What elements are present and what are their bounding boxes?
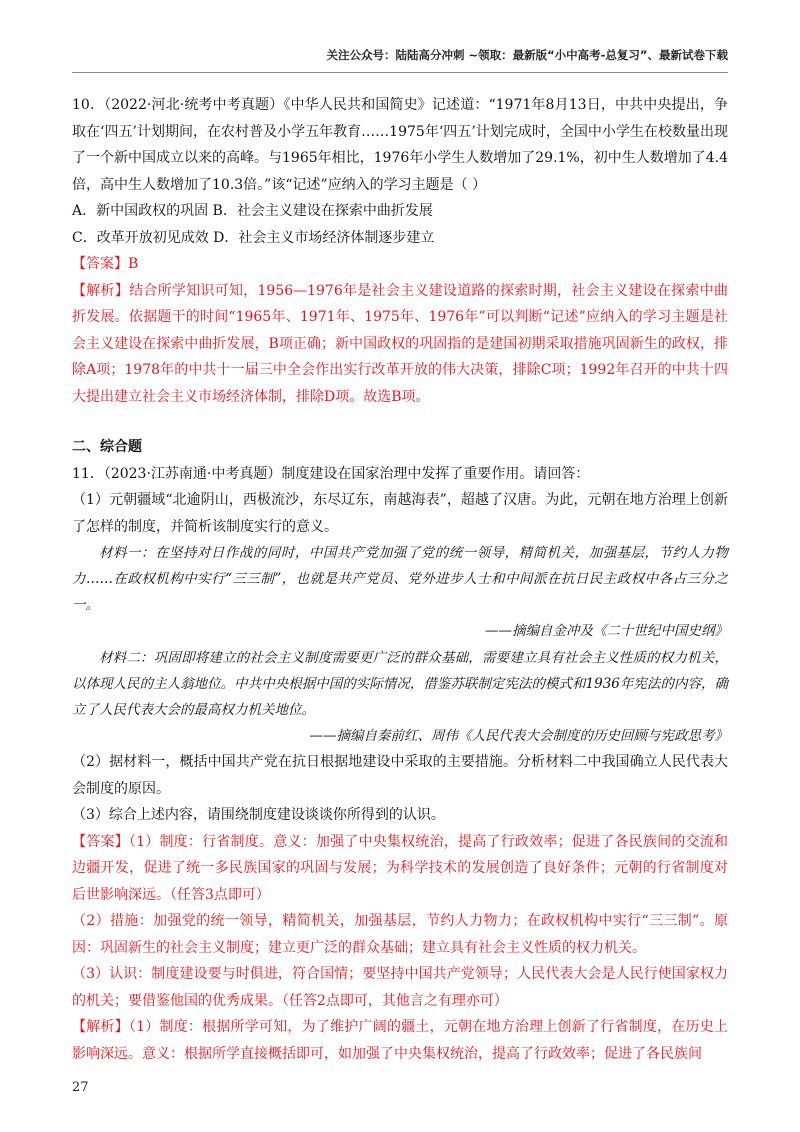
page-header: 关注公众号：陆陆高分冲刺 ~领取：最新版“小中高考-总复习”、最新试卷下载 xyxy=(326,48,728,62)
material-1: 材料一：在坚持对日作战的同时，中国共产党加强了党的统一领导，精简机关，加强基层，节约人力物力……在政权机构中实行“三三制”，也就是共产党员、党外进步人士和中间派在抗日民主政权中各占三分之一。 xyxy=(72,545,728,613)
material-2: 材料二：巩固即将建立的社会主义制度需要更广泛的群众基础，需要建立具有社会主义性质的权力机关，以体现人民的主人翁地位。中共中央根据中国的实际情况，借鉴苏联制定宪法的模式和1936年宪法的内容，确立了人民代表大会的最高权力机关地位。 xyxy=(72,649,728,718)
question-11-answer-3: （3）认识：制度建设要与时俱进，符合国情；要坚持中国共产党领导；人民代表大会是人民行使国家权力的机关；要借鉴他国的优秀成果。（任答2点即可，其他言之有理亦可） xyxy=(72,966,728,1009)
question-10-stem: 10．（2022·河北·统考中考真题）《中华人民共和国简史》记述道：“1971年8月13日，中共中央提出，争取在‘四五’计划期间，在农村普及小学五年教育……1975年‘四五’计划完成时，全国中小学生在校数量出现了一个新中国成立以来的高峰。与1965年相比，1976年小学生人数增加了29.1%，初中生人数增加了4.4倍，高中生人数增加了10.3倍。”该“记述”应纳入的学习主题是（ ） xyxy=(72,97,728,193)
question-11-sub2: （2）据材料一，概括中国共产党在抗日根据地建设中采取的主要措施。分析材料二中我国确立人民代表大会制度的原因。 xyxy=(72,754,728,797)
question-11-sub1: （1）元朝疆域“北逾阴山，西极流沙，东尽辽东，南越海表”，超越了汉唐。为此，元朝在地方治理上创新了怎样的制度，并简析该制度实行的意义。 xyxy=(72,492,728,535)
question-10-answer: 【答案】B xyxy=(72,256,139,272)
question-10-analysis: 【解析】结合所学知识可知，1956—1976年是社会主义建设道路的探索时期，社会主义建设在探索中曲折发展。依据题干的时间“1965年、1971年、1975年、1976年”可以判断“记述”应纳入的学习主题是社会主义建设在探索中曲折发展，B项正确；新中国政权的巩固指的是建国初期采取措施巩固新生的政权，排除A项；1978年的中共十一届三中全会作出实行改革开放的伟大决策，排除C项；1992年召开的中共十四大提出建立社会主义市场经济体制，排除D项。故选B项。 xyxy=(72,282,728,405)
material-2-source: ——摘编自秦前红、周伟《人民代表大会制度的历史回顾与宪政思考》 xyxy=(309,727,728,744)
question-11-stem: 11．（2023·江苏南通·中考真题）制度建设在国家治理中发挥了重要作用。请回答： xyxy=(72,465,590,482)
section-title: 二、综合题 xyxy=(72,439,142,455)
question-11-analysis: 【解析】（1）制度：根据所学可知，为了维护广阔的疆土，元朝在地方治理上创新了行省制度，在历史上影响深远。意义：根据所学直接概括即可，如加强了中央集权统治，提高了行政效率；促进了各民族间 xyxy=(72,1019,728,1062)
page-number: 27 xyxy=(72,1080,89,1095)
question-11-answer-2: （2）措施：加强党的统一领导，精简机关，加强基层，节约人力物力；在政权机构中实行“三三制”。原因：巩固新生的社会主义制度；建立更广泛的群众基础；建立具有社会主义性质的权力机关。 xyxy=(72,913,728,956)
question-11-answer-1: 【答案】（1）制度：行省制度。意义：加强了中央集权统治，提高了行政效率；促进了各民族间的交流和边疆开发，促进了统一多民族国家的巩固与发展；为科学技术的发展创造了良好条件；元朝的行省制度对后世影响深远。（任答3点即可） xyxy=(72,833,728,903)
question-10-options-cd: C．改革开放初见成效 D．社会主义市场经济体制逐步建立 xyxy=(72,229,435,246)
header-divider xyxy=(72,72,728,73)
section-gap xyxy=(72,410,728,434)
question-11-sub3: （3）综合上述内容，请围绕制度建设谈谈你所得到的认识。 xyxy=(72,807,445,823)
document-body xyxy=(72,92,728,1067)
material-1-source: ——摘编自金冲及《二十世纪中国史纲》 xyxy=(485,623,728,639)
question-10-options-ab: A．新中国政权的巩固 B．社会主义建设在探索中曲折发展 xyxy=(72,203,433,219)
